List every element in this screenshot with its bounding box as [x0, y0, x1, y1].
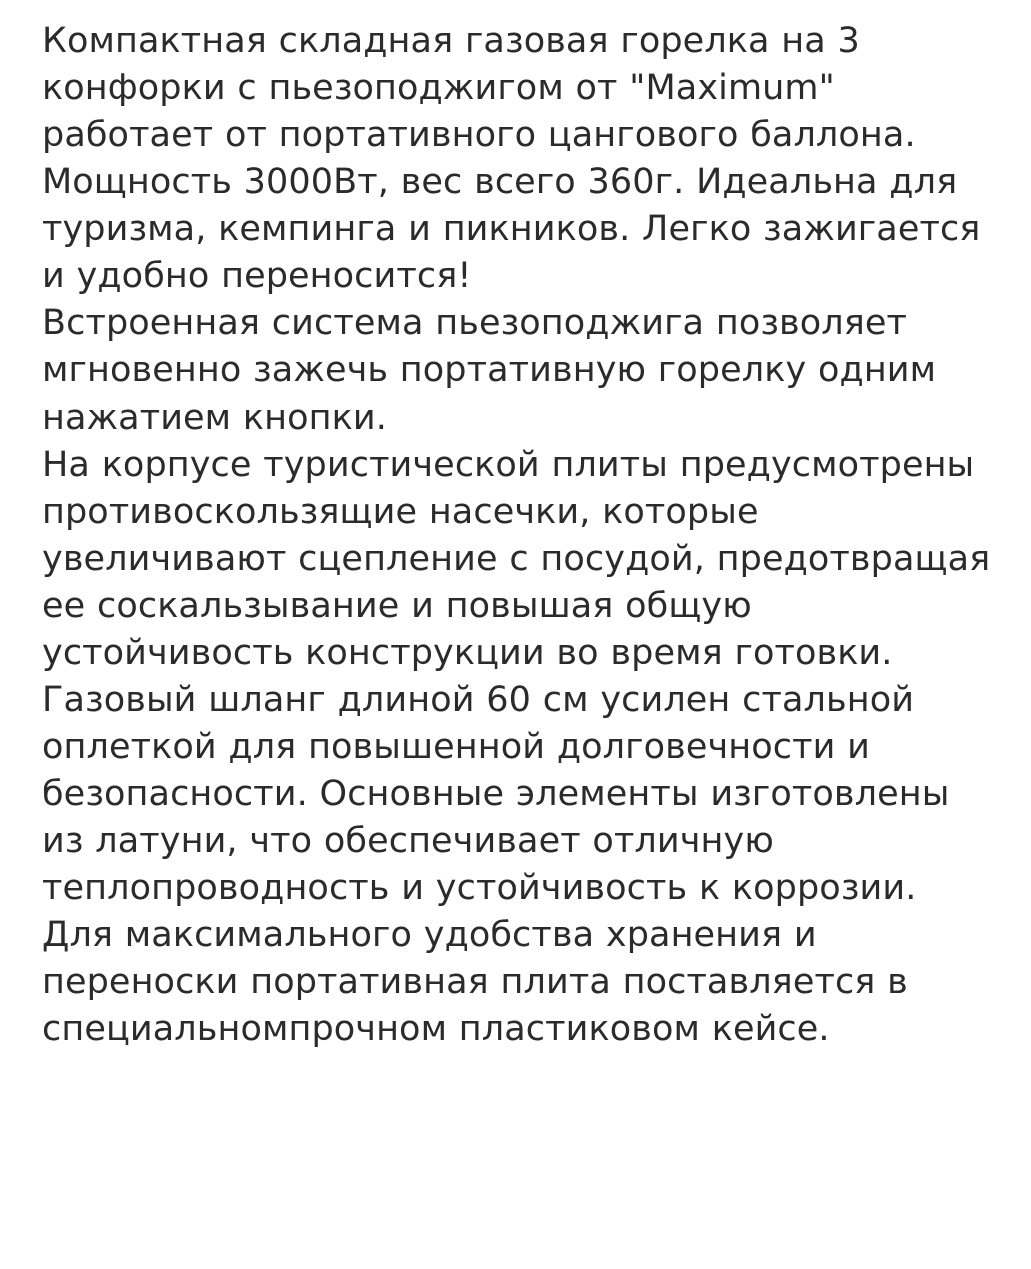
description-paragraph-2: Встроенная система пьезоподжига позволяет мгновенно зажечь портативную горелку одним нажатием кнопки.: [42, 303, 937, 438]
description-paragraph-3: На корпусе туристической плиты предусмотрены противоскользящие насечки, которые увеличивают сцепление с посудой, предотвращая ее соскальзывание и повышая общую устойчивость конструкции во время готовки.: [42, 444, 991, 673]
description-paragraph-1: Компактная складная газовая горелка на 3 конфорки с пьезоподжигом от "Maximum" работает от портативного цангового баллона. Мощность 3000Вт, вес всего 360г. Идеальна для туризма, кемпинга и пикников. Легко зажигается и удобно переносится!: [42, 21, 981, 297]
description-paragraph-4: Газовый шланг длиной 60 см усилен стальной оплеткой для повышенной долговечности и безопасности. Основные элементы изготовлены из латуни, что обеспечивает отличную теплопроводность и устойчивость к коррозии.: [42, 679, 950, 909]
description-paragraph-5: Для максимального удобства хранения и переноски портативная плита поставляется в специальномпрочном пластиковом кейсе.: [42, 915, 908, 1050]
description-text-block: [42, 18, 991, 1053]
